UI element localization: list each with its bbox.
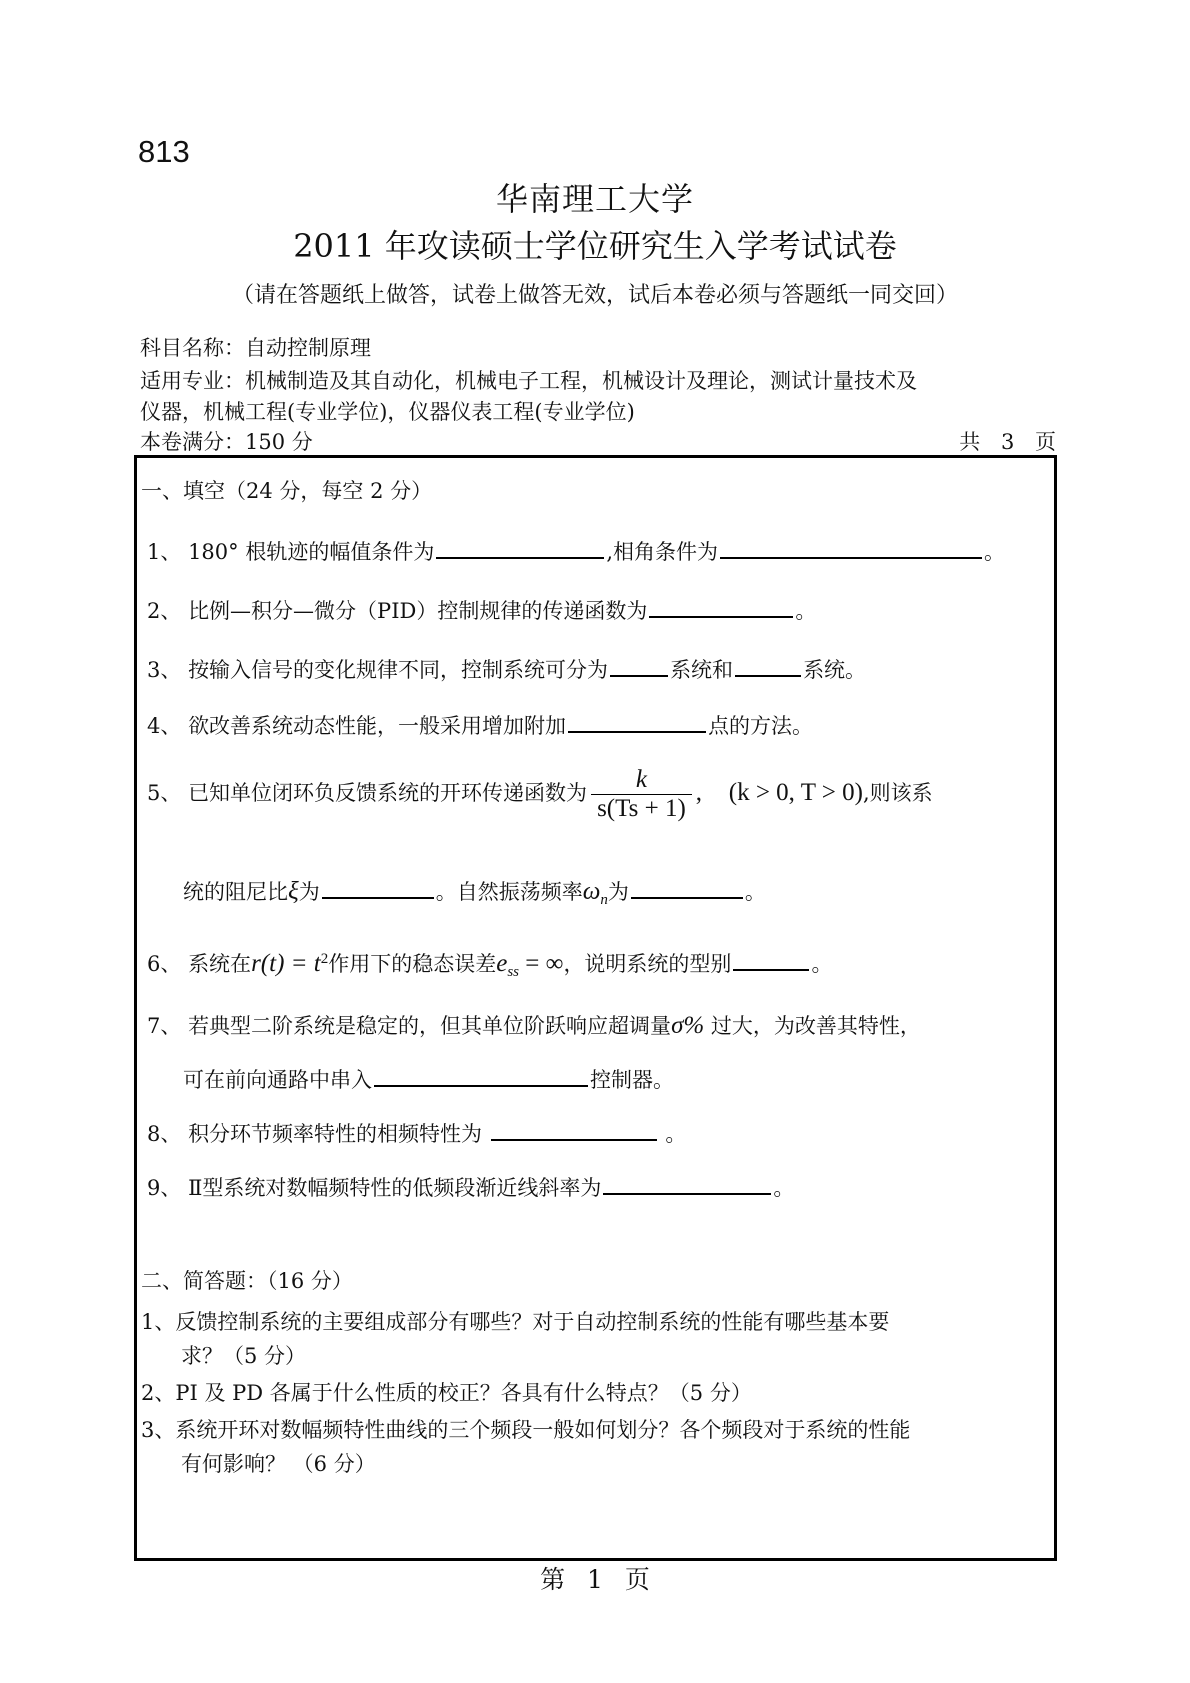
q-comma: , — [695, 779, 703, 806]
q-text: ,相角条件为 — [606, 540, 719, 564]
q-num: 3、 — [141, 1418, 176, 1442]
answer-blank[interactable] — [735, 674, 801, 677]
question-2-1 — [141, 1306, 889, 1336]
q-text: 可在前向通路中串入 — [183, 1068, 372, 1092]
q-num: 5、 — [147, 781, 182, 805]
q-text: 。自然振荡频率 — [435, 880, 583, 904]
q-num: 2、 — [141, 1381, 176, 1405]
question-1-7-cont — [183, 1064, 674, 1094]
frac-denominator: s(Ts + 1) — [591, 794, 692, 823]
q-end: 。 — [773, 1176, 795, 1200]
majors-line-2: 仪器，机械工程(专业学位)，仪器仪表工程(专业学位) — [140, 400, 635, 424]
answer-blank[interactable] — [603, 1192, 771, 1195]
question-1-2 — [147, 595, 816, 625]
q-text: 比例—积分—微分（PID）控制规律的传递函数为 — [188, 599, 648, 623]
answer-blank[interactable] — [733, 968, 809, 971]
q-end: 。 — [984, 540, 1006, 564]
q-text: 作用下的稳态误差 — [328, 952, 497, 976]
frac-numerator: k — [635, 766, 647, 793]
question-2-2 — [141, 1377, 752, 1407]
q-text: 为 — [607, 880, 629, 904]
q-text: 180° 根轨迹的幅值条件为 — [188, 540, 435, 564]
question-1-9 — [147, 1172, 794, 1202]
q-num: 4、 — [147, 714, 182, 738]
section1-title: 一、填空（24 分，每空 2 分） — [141, 479, 433, 503]
xi-symbol: ξ — [288, 878, 299, 905]
q-num: 9、 — [147, 1176, 182, 1200]
expr-superscript: 2 — [320, 951, 329, 967]
q-text: 按输入信号的变化规律不同，控制系统可分为 — [188, 658, 609, 682]
exam-title: 2011 年攻读硕士学位研究生入学考试试卷 — [293, 227, 897, 265]
question-1-3 — [147, 654, 866, 684]
exam-instruction: （请在答题纸上做答，试卷上做答无效，试后本卷必须与答题纸一同交回） — [231, 283, 958, 308]
q-text: 系统在 — [188, 952, 252, 976]
answer-blank[interactable] — [491, 1138, 657, 1141]
q-text: 为 — [298, 880, 320, 904]
answer-blank[interactable] — [720, 556, 982, 559]
q-text: PI 及 PD 各属于什么性质的校正？各具有什么特点？（5 分） — [175, 1381, 752, 1405]
q-text: 系统。 — [803, 658, 867, 682]
error-value: = ∞ — [519, 950, 564, 977]
answer-blank[interactable] — [631, 896, 743, 899]
majors-label: 适用专业： — [140, 369, 245, 393]
input-expr: r(t) = t — [251, 950, 321, 977]
page-count: 共 3 页 — [959, 430, 1056, 454]
question-1-1 — [147, 536, 1005, 566]
question-1-6 — [147, 948, 832, 981]
answer-blank[interactable] — [610, 674, 668, 677]
question-1-5 — [147, 766, 933, 823]
section2-title: 二、简答题：（16 分） — [141, 1269, 353, 1293]
q-end: 。 — [811, 952, 833, 976]
answer-blank[interactable] — [436, 556, 604, 559]
q-text: 系统开环对数幅频特性曲线的三个频段一般如何划分？各个频段对于系统的性能 — [175, 1418, 911, 1442]
q-num: 1、 — [141, 1310, 176, 1334]
q-end: 。 — [658, 1122, 687, 1146]
answer-blank[interactable] — [374, 1084, 588, 1087]
omega-symbol: ω — [582, 878, 601, 905]
q-end: 。 — [795, 599, 817, 623]
question-2-3-cont: 有何影响？ （6 分） — [181, 1452, 376, 1476]
q-text: 点的方法。 — [708, 714, 814, 738]
total-score: 本卷满分：150 分 — [140, 430, 313, 454]
q-text: ，说明系统的型别 — [563, 952, 732, 976]
answer-blank[interactable] — [322, 896, 434, 899]
majors-value-1: 机械制造及其自动化，机械电子工程，机械设计及理论，测试计量技术及 — [245, 369, 917, 393]
university-name: 华南理工大学 — [495, 180, 694, 218]
error-symbol: e — [496, 950, 508, 977]
q-text: 积分环节频率特性的相频特性为 — [188, 1122, 489, 1146]
q-text: 控制器。 — [590, 1068, 674, 1092]
transfer-function — [591, 766, 692, 823]
answer-blank[interactable] — [568, 730, 706, 733]
overshoot-symbol: σ% — [671, 1012, 705, 1039]
q-text: 已知单位闭环负反馈系统的开环传递函数为 — [188, 781, 588, 805]
q-num: 8、 — [147, 1122, 182, 1146]
q-text: 系统和 — [670, 658, 734, 682]
omega-subscript: n — [600, 892, 608, 909]
question-1-4 — [147, 710, 813, 740]
q-num: 1、 — [147, 540, 182, 564]
q-num: 7、 — [147, 1014, 182, 1038]
page-number: 第 1 页 — [540, 1565, 650, 1594]
subject-value: 自动控制原理 — [245, 336, 371, 360]
majors-line-1 — [140, 365, 917, 395]
exam-code: 813 — [138, 134, 190, 169]
error-subscript: ss — [507, 964, 520, 981]
q-text: 欲改善系统动态性能，一般采用增加附加 — [188, 714, 567, 738]
q-text: 若典型二阶系统是稳定的，但其单位阶跃响应超调量 — [188, 1014, 672, 1038]
question-1-8 — [147, 1118, 686, 1148]
q-text: Ⅱ型系统对数幅频特性的低频段渐近线斜率为 — [188, 1176, 602, 1200]
question-1-5-cont — [183, 876, 766, 909]
question-2-1-cont: 求？（5 分） — [181, 1344, 307, 1368]
question-1-7 — [147, 1010, 921, 1040]
answer-blank[interactable] — [649, 615, 793, 618]
subject-label: 科目名称： — [140, 336, 245, 360]
question-2-3 — [141, 1414, 910, 1444]
q-text: 反馈控制系统的主要组成部分有哪些？对于自动控制系统的性能有哪些基本要 — [175, 1310, 890, 1334]
q-text: 过大，为改善其特性， — [704, 1014, 921, 1038]
q-end: 。 — [744, 880, 766, 904]
question-box — [134, 455, 1057, 1561]
subject-line — [140, 332, 371, 362]
q-text: ,则该系 — [862, 781, 933, 805]
q-text: 统的阻尼比 — [183, 880, 288, 904]
q-num: 6、 — [147, 952, 182, 976]
q-num: 3、 — [147, 658, 182, 682]
q-num: 2、 — [147, 599, 182, 623]
condition-expr: (k > 0, T > 0) — [728, 779, 863, 806]
